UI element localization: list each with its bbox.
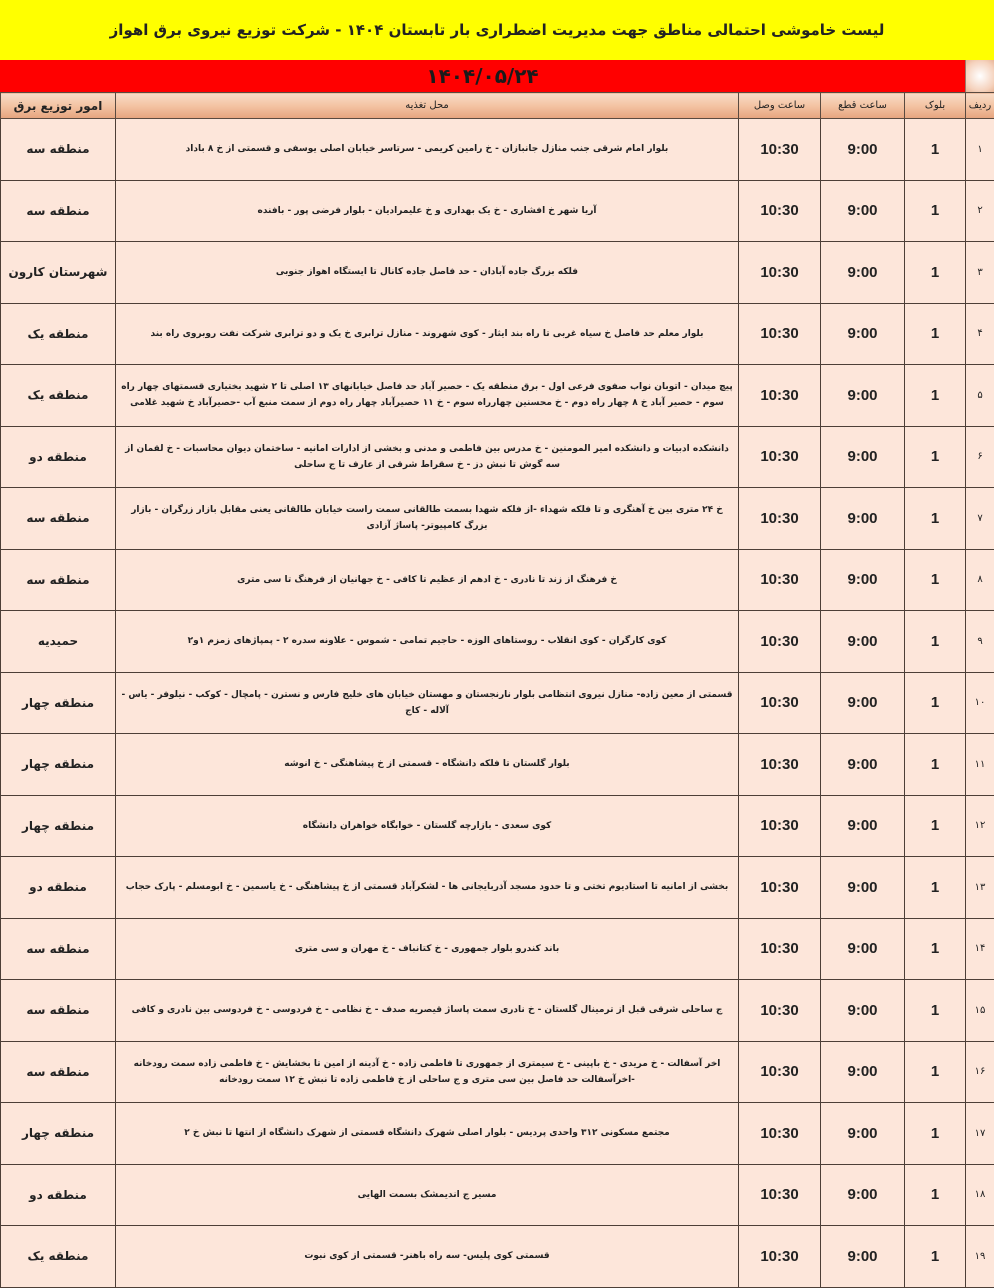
table-row <box>1 980 994 1042</box>
row-number-cell: ۴ <box>966 303 994 365</box>
region-cell: منطقه چهار <box>1 795 116 857</box>
region-cell: منطقه سه <box>1 918 116 980</box>
connect-time-cell: 10:30 <box>739 795 821 857</box>
cut-time-cell: 9:00 <box>821 1226 905 1288</box>
cut-time-cell: 9:00 <box>821 119 905 181</box>
row-number-cell: ۱۳ <box>966 857 994 919</box>
location-cell: آریا شهر خ افشاری - خ یک بهداری و خ علیمرادیان - بلوار فرضی پور - بافنده <box>116 180 739 242</box>
connect-time-cell: 10:30 <box>739 1041 821 1103</box>
cut-time-cell: 9:00 <box>821 857 905 919</box>
block-cell: 1 <box>905 1226 966 1288</box>
cut-time-cell: 9:00 <box>821 180 905 242</box>
cut-time-cell: 9:00 <box>821 1041 905 1103</box>
table-row <box>1 303 994 365</box>
block-cell: 1 <box>905 1164 966 1226</box>
region-cell: منطقه سه <box>1 119 116 181</box>
row-number-cell: ۱۴ <box>966 918 994 980</box>
row-number-cell: ۹ <box>966 611 994 673</box>
block-cell: 1 <box>905 549 966 611</box>
header-cut-time: ساعت قطع <box>821 93 905 119</box>
table-row <box>1 119 994 181</box>
region-cell: منطقه چهار <box>1 1103 116 1165</box>
location-cell: ج ساحلی شرقی قبل از ترمینال گلستان - خ نادری سمت پاساژ قیصریه صدف - خ نظامی - خ فردوسی - خ فردوسی بین نادری و کافی <box>116 980 739 1042</box>
header-connect-time: ساعت وصل <box>739 93 821 119</box>
table-row <box>1 1226 994 1288</box>
header-region: امور توزیع برق <box>1 93 116 119</box>
block-cell: 1 <box>905 734 966 796</box>
location-cell: خ فرهنگ از زند تا نادری - خ ادهم از عظیم تا کافی - خ جهانیان از فرهنگ تا سی متری <box>116 549 739 611</box>
connect-time-cell: 10:30 <box>739 672 821 734</box>
cut-time-cell: 9:00 <box>821 611 905 673</box>
header-row-number: ردیف <box>966 93 994 119</box>
connect-time-cell: 10:30 <box>739 365 821 427</box>
row-number-cell: ۱۰ <box>966 672 994 734</box>
table-row <box>1 672 994 734</box>
table-row <box>1 1103 994 1165</box>
connect-time-cell: 10:30 <box>739 980 821 1042</box>
row-number-cell: ۱۶ <box>966 1041 994 1103</box>
region-cell: منطقه سه <box>1 980 116 1042</box>
block-cell: 1 <box>905 180 966 242</box>
connect-time-cell: 10:30 <box>739 857 821 919</box>
block-cell: 1 <box>905 1041 966 1103</box>
cut-time-cell: 9:00 <box>821 303 905 365</box>
connect-time-cell: 10:30 <box>739 1103 821 1165</box>
table-row <box>1 611 994 673</box>
block-cell: 1 <box>905 488 966 550</box>
table-header-row <box>1 93 994 119</box>
row-number-cell: ۷ <box>966 488 994 550</box>
block-cell: 1 <box>905 672 966 734</box>
location-cell: اخر آسفالت - خ مریدی - خ باپینی - خ سیمتری از جمهوری تا فاطمی زاده - خ آدینه از امین تا بخشایش - خ فاطمی زاده سمت رودخانه -اخرآسفالت حد فاصل بین سی متری و ج ساحلی از خ فاطمی زاده تا نبش خ ۱۲ سمت رودخانه <box>116 1041 739 1103</box>
row-number-cell: ۱۵ <box>966 980 994 1042</box>
cut-time-cell: 9:00 <box>821 1164 905 1226</box>
location-cell: باند کندرو بلوار جمهوری - خ کتانباف - خ مهران و سی متری <box>116 918 739 980</box>
cut-time-cell: 9:00 <box>821 918 905 980</box>
region-cell: منطقه چهار <box>1 672 116 734</box>
cut-time-cell: 9:00 <box>821 549 905 611</box>
region-cell: منطقه دو <box>1 857 116 919</box>
row-number-cell: ۲ <box>966 180 994 242</box>
table-row <box>1 426 994 488</box>
block-cell: 1 <box>905 795 966 857</box>
row-number-cell: ۱۱ <box>966 734 994 796</box>
region-cell: حمیدیه <box>1 611 116 673</box>
location-cell: بلوار معلم حد فاصل خ سیاه غربی تا راه بند ایثار - کوی شهروند - منازل ترابری خ یک و دو ترابری شرکت نفت روبروی راه بند <box>116 303 739 365</box>
block-cell: 1 <box>905 918 966 980</box>
location-cell: بلوار امام شرقی جنب منازل جانبازان - خ رامین کریمی - سرتاسر خیابان اصلی یوسفی و قسمتی از خ ۸ باداد <box>116 119 739 181</box>
table-row <box>1 1164 994 1226</box>
block-cell: 1 <box>905 365 966 427</box>
location-cell: کوی سعدی - بازارچه گلستان - خوابگاه خواهران دانشگاه <box>116 795 739 857</box>
block-cell: 1 <box>905 426 966 488</box>
location-cell: پیچ میدان - اتوبان نواب صفوی فرعی اول - برق منطقه یک - حصیر آباد حد فاصل خیابانهای ۱۳ اصلی تا ۲ شهید بختیاری قسمتهای چهار راه سوم - حصیر آباد خ ۸ چهار راه دوم - خ محسنین چهارراه سوم - خ ۱۱ حصیرآباد چهار راه دوم از سمت منبع آب -حصیرآباد خ شهید غلامی <box>116 365 739 427</box>
header-block: بلوک <box>905 93 966 119</box>
region-cell: منطقه یک <box>1 1226 116 1288</box>
block-cell: 1 <box>905 242 966 304</box>
block-cell: 1 <box>905 303 966 365</box>
row-number-cell: ۱۲ <box>966 795 994 857</box>
table-row <box>1 242 994 304</box>
block-cell: 1 <box>905 857 966 919</box>
region-cell: منطقه چهار <box>1 734 116 796</box>
connect-time-cell: 10:30 <box>739 918 821 980</box>
region-cell: منطقه سه <box>1 180 116 242</box>
row-number-cell: ۶ <box>966 426 994 488</box>
table-row <box>1 857 994 919</box>
block-cell: 1 <box>905 980 966 1042</box>
location-cell: مسیر ج اندیمشک بسمت الهایی <box>116 1164 739 1226</box>
region-cell: منطقه دو <box>1 426 116 488</box>
region-cell: شهرستان کارون <box>1 242 116 304</box>
block-cell: 1 <box>905 611 966 673</box>
row-number-cell: ۱۹ <box>966 1226 994 1288</box>
table-row <box>1 549 994 611</box>
row-number-cell: ۵ <box>966 365 994 427</box>
location-cell: قسمتی کوی پلیس- سه راه باهنر- قسمتی از کوی نبوت <box>116 1226 739 1288</box>
region-cell: منطقه دو <box>1 1164 116 1226</box>
region-cell: منطقه یک <box>1 365 116 427</box>
location-cell: فلکه بزرگ جاده آبادان - حد فاصل جاده کانال تا ایستگاه اهواز جنوبی <box>116 242 739 304</box>
location-cell: قسمتی از معین زاده- منازل نیروی انتظامی بلوار نارنجستان و مهستان خیابان های خلیج فارس و نسترن - پامچال - کوکب - نیلوفر - یاس - آلاله - کاج <box>116 672 739 734</box>
cut-time-cell: 9:00 <box>821 734 905 796</box>
row-number-cell: ۱۸ <box>966 1164 994 1226</box>
connect-time-cell: 10:30 <box>739 1226 821 1288</box>
connect-time-cell: 10:30 <box>739 488 821 550</box>
table-row <box>1 365 994 427</box>
connect-time-cell: 10:30 <box>739 549 821 611</box>
row-number-cell: ۳ <box>966 242 994 304</box>
location-cell: دانشکده ادبیات و دانشکده امیر المومنین - خ مدرس بین فاطمی و مدنی و بخشی از ادارات امانیه - ساختمان دیوان محاسبات - خ لقمان از سه گوش تا نبش دز - خ سقراط شرقی از عارف تا ج ساحلی <box>116 426 739 488</box>
table-row <box>1 918 994 980</box>
connect-time-cell: 10:30 <box>739 611 821 673</box>
row-number-cell: ۱۷ <box>966 1103 994 1165</box>
header-location: محل تغذیه <box>116 93 739 119</box>
connect-time-cell: 10:30 <box>739 242 821 304</box>
cut-time-cell: 9:00 <box>821 795 905 857</box>
cut-time-cell: 9:00 <box>821 242 905 304</box>
connect-time-cell: 10:30 <box>739 426 821 488</box>
location-cell: بلوار گلستان تا فلکه دانشگاه - قسمتی از خ پیشاهنگی - خ انوشه <box>116 734 739 796</box>
table-row <box>1 488 994 550</box>
cut-time-cell: 9:00 <box>821 488 905 550</box>
cut-time-cell: 9:00 <box>821 1103 905 1165</box>
table-row <box>1 795 994 857</box>
region-cell: منطقه سه <box>1 488 116 550</box>
date-banner: ۱۴۰۴/۰۵/۲۴ <box>0 60 965 93</box>
connect-time-cell: 10:30 <box>739 119 821 181</box>
cut-time-cell: 9:00 <box>821 980 905 1042</box>
cut-time-cell: 9:00 <box>821 426 905 488</box>
connect-time-cell: 10:30 <box>739 1164 821 1226</box>
cut-time-cell: 9:00 <box>821 365 905 427</box>
connect-time-cell: 10:30 <box>739 734 821 796</box>
row-number-cell: ۱ <box>966 119 994 181</box>
document-title: لیست خاموشی احتمالی مناطق جهت مدیریت اضطراری بار تابستان ۱۴۰۴ - شرکت توزیع نیروی برق اهواز <box>0 0 994 60</box>
location-cell: کوی کارگران - کوی انقلاب - روستاهای الوزه - حاجیم تمامی - شموس - علاونه سدره ۲ - پمپاژهای زمزم ۱و۲ <box>116 611 739 673</box>
region-cell: منطقه سه <box>1 1041 116 1103</box>
connect-time-cell: 10:30 <box>739 180 821 242</box>
table-row <box>1 734 994 796</box>
block-cell: 1 <box>905 1103 966 1165</box>
location-cell: مجتمع مسکونی ۳۱۲ واحدی پردیس - بلوار اصلی شهرک دانشگاه قسمتی از شهرک دانشگاه از انتها تا نبش خ ۲ <box>116 1103 739 1165</box>
connect-time-cell: 10:30 <box>739 303 821 365</box>
location-cell: خ ۲۴ متری بین خ آهنگری و تا فلکه شهداء -از فلکه شهدا بسمت طالقانی سمت راست خیابان طالقانی یعنی مقابل بازار زرگران - بازار بزرگ کامپیوتر- پاساژ آزادی <box>116 488 739 550</box>
outage-schedule-table <box>0 92 994 1288</box>
table-row <box>1 1041 994 1103</box>
corner-cell <box>965 60 994 92</box>
row-number-cell: ۸ <box>966 549 994 611</box>
location-cell: بخشی از امانیه تا استادیوم تختی و تا حدود مسجد آذربایجانی ها - لشکرآباد قسمتی از خ پیشاهنگی - خ یاسمین - خ ابومسلم - پارک حجاب <box>116 857 739 919</box>
cut-time-cell: 9:00 <box>821 672 905 734</box>
table-row <box>1 180 994 242</box>
region-cell: منطقه سه <box>1 549 116 611</box>
block-cell: 1 <box>905 119 966 181</box>
region-cell: منطقه یک <box>1 303 116 365</box>
